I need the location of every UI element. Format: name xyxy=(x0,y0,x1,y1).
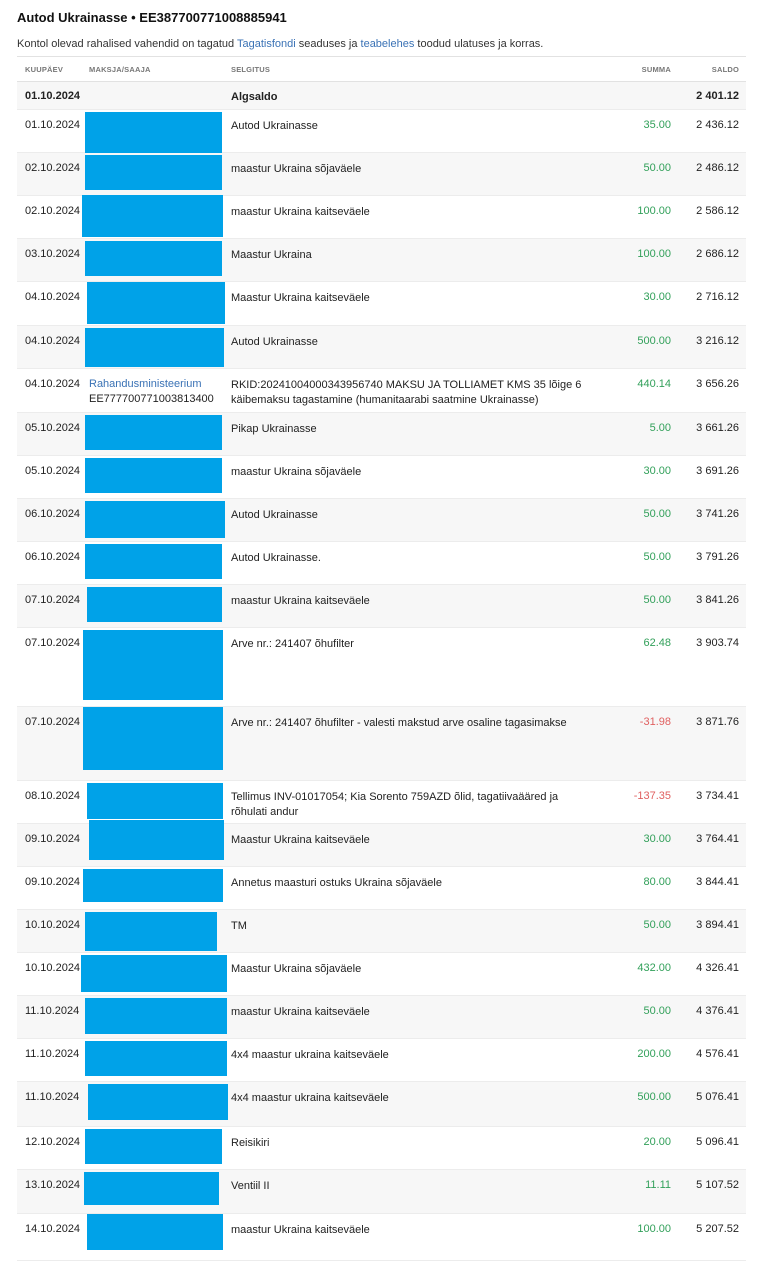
notice-text-end: toodud ulatuses ja korras. xyxy=(414,38,544,50)
transaction-date: 02.10.2024 xyxy=(25,162,81,174)
transaction-description: Ventiil II xyxy=(231,1180,270,1192)
transaction-amount: 500.00 xyxy=(637,335,671,347)
opening-date: 01.10.2024 xyxy=(25,90,81,102)
redacted-payer xyxy=(83,630,223,700)
transaction-balance: 3 661.26 xyxy=(696,422,739,434)
transaction-balance: 2 436.12 xyxy=(696,119,739,131)
table-row[interactable] xyxy=(17,867,746,910)
table-row[interactable] xyxy=(17,239,746,282)
table-row[interactable] xyxy=(17,542,746,585)
header-amount[interactable]: SUMMA xyxy=(641,65,671,74)
account-title: Autod Ukrainasse • EE387700771008885941 xyxy=(17,10,287,25)
transaction-description: Autod Ukrainasse xyxy=(231,336,318,348)
redacted-payer xyxy=(85,544,222,579)
transaction-description: Maastur Ukraina kaitseväele xyxy=(231,834,370,846)
transaction-date: 11.10.2024 xyxy=(25,1048,80,1060)
transaction-balance: 3 844.41 xyxy=(696,876,739,888)
transaction-description: Autod Ukrainasse xyxy=(231,120,318,132)
transaction-amount: 35.00 xyxy=(643,119,671,131)
transaction-description: Annetus maasturi ostuks Ukraina sõjaväele xyxy=(231,877,442,889)
table-row[interactable] xyxy=(17,824,746,867)
transaction-date: 05.10.2024 xyxy=(25,422,81,434)
transaction-amount: 100.00 xyxy=(637,205,671,217)
redacted-payer xyxy=(87,783,223,819)
transaction-balance: 3 656.26 xyxy=(696,378,739,390)
transaction-date: 12.10.2024 xyxy=(25,1136,81,1148)
table-header xyxy=(17,56,746,82)
redacted-payer xyxy=(85,501,225,538)
opening-label: Algsaldo xyxy=(231,91,278,103)
tagatisfondi-link[interactable]: Tagatisfondi xyxy=(236,38,296,50)
transaction-description: maastur Ukraina kaitseväele xyxy=(231,1224,370,1236)
transaction-balance: 3 691.26 xyxy=(696,465,739,477)
payer-account: EE777700771003813400 xyxy=(89,393,214,405)
table-row[interactable] xyxy=(17,1170,746,1214)
transaction-balance: 3 871.76 xyxy=(696,716,739,728)
transaction-description: 4x4 maastur ukraina kaitseväele xyxy=(231,1049,389,1061)
redacted-payer xyxy=(88,1084,228,1120)
redacted-payer xyxy=(81,955,227,992)
notice-text-start: Kontol olevad rahalised vahendid on tagatud xyxy=(17,38,237,50)
transaction-balance: 5 107.52 xyxy=(696,1179,739,1191)
header-payer[interactable]: MAKSJA/SAAJA xyxy=(89,65,151,74)
redacted-payer xyxy=(87,1214,223,1250)
transaction-description: Reisikiri xyxy=(231,1137,270,1149)
transaction-balance: 3 764.41 xyxy=(696,833,739,845)
redacted-payer xyxy=(84,1172,219,1205)
transaction-date: 09.10.2024 xyxy=(25,876,81,888)
transaction-amount: 432.00 xyxy=(637,962,671,974)
table-row[interactable] xyxy=(17,1082,746,1127)
transaction-amount: 50.00 xyxy=(643,162,671,174)
transaction-amount: 80.00 xyxy=(643,876,671,888)
transaction-description: Maastur Ukraina xyxy=(231,249,312,261)
transaction-date: 07.10.2024 xyxy=(25,594,81,606)
transaction-balance: 2 716.12 xyxy=(696,291,739,303)
transaction-amount: 440.14 xyxy=(637,378,671,390)
table-row[interactable] xyxy=(17,326,746,369)
transaction-amount: -137.35 xyxy=(633,790,671,802)
transaction-amount: 50.00 xyxy=(643,1005,671,1017)
opening-balance-row xyxy=(17,82,746,110)
table-row[interactable] xyxy=(17,413,746,456)
redacted-payer xyxy=(87,587,222,622)
transaction-date: 06.10.2024 xyxy=(25,551,81,563)
transaction-date: 14.10.2024 xyxy=(25,1223,81,1235)
redacted-payer xyxy=(85,1129,222,1164)
table-row[interactable] xyxy=(17,781,746,824)
transaction-description: maastur Ukraina kaitseväele xyxy=(231,1006,370,1018)
transaction-balance: 3 741.26 xyxy=(696,508,739,520)
header-date[interactable]: KUUPÄEV xyxy=(25,65,64,74)
transaction-date: 04.10.2024 xyxy=(25,335,81,347)
redacted-payer xyxy=(83,869,223,902)
redacted-payer xyxy=(82,195,223,237)
transaction-description: Arve nr.: 241407 õhufilter xyxy=(231,638,354,650)
transaction-description: RKID:20241004000343956740 MAKSU JA TOLLIAMET KMS 35 lõige 6 käibemaksu tagastamine (humanitaarabi saatmine Ukrainasse) xyxy=(231,379,582,406)
transaction-date: 09.10.2024 xyxy=(25,833,81,845)
table-row[interactable] xyxy=(17,707,746,781)
transaction-description: Maastur Ukraina kaitseväele xyxy=(231,292,370,304)
transaction-date: 05.10.2024 xyxy=(25,465,81,477)
table-row[interactable] xyxy=(17,1127,746,1170)
transaction-amount: 100.00 xyxy=(637,1223,671,1235)
redacted-payer xyxy=(85,1041,227,1076)
redacted-payer xyxy=(85,998,227,1034)
table-row[interactable] xyxy=(17,628,746,707)
redacted-payer xyxy=(87,282,225,324)
transaction-balance: 5 096.41 xyxy=(696,1136,739,1148)
transaction-date: 07.10.2024 xyxy=(25,716,81,728)
redacted-payer xyxy=(85,415,222,450)
transaction-date: 08.10.2024 xyxy=(25,790,81,802)
table-row[interactable] xyxy=(17,1039,746,1082)
table-row[interactable] xyxy=(17,585,746,628)
transaction-balance: 3 734.41 xyxy=(696,790,739,802)
redacted-payer xyxy=(85,241,222,276)
redacted-payer xyxy=(85,155,222,190)
table-row[interactable] xyxy=(17,499,746,542)
transaction-amount: 100.00 xyxy=(637,248,671,260)
transaction-date: 04.10.2024 xyxy=(25,378,81,390)
transaction-balance: 3 894.41 xyxy=(696,919,739,931)
transaction-description: maastur Ukraina kaitseväele xyxy=(231,595,370,607)
header-description[interactable]: SELGITUS xyxy=(231,65,271,74)
transaction-date: 04.10.2024 xyxy=(25,291,81,303)
transaction-amount: 200.00 xyxy=(637,1048,671,1060)
table-row[interactable] xyxy=(17,153,746,196)
transaction-balance: 3 791.26 xyxy=(696,551,739,563)
redacted-payer xyxy=(85,912,217,951)
redacted-payer xyxy=(85,328,224,367)
transaction-description: Arve nr.: 241407 õhufilter - valesti makstud arve osaline tagasimakse xyxy=(231,717,567,729)
transaction-date: 10.10.2024 xyxy=(25,919,81,931)
transaction-rows xyxy=(17,110,746,1261)
teabelehes-link[interactable]: teabelehes xyxy=(360,38,415,50)
table-row[interactable] xyxy=(17,1214,746,1261)
table-row[interactable] xyxy=(17,996,746,1039)
redacted-payer xyxy=(89,820,224,860)
redacted-payer xyxy=(85,458,222,493)
table-row[interactable] xyxy=(17,910,746,953)
transaction-description: Pikap Ukrainasse xyxy=(231,423,317,435)
transaction-date: 11.10.2024 xyxy=(25,1005,80,1017)
transaction-balance: 2 486.12 xyxy=(696,162,739,174)
redacted-payer xyxy=(85,112,222,154)
transaction-description: TM xyxy=(231,920,247,932)
transaction-date: 10.10.2024 xyxy=(25,962,81,974)
transaction-date: 01.10.2024 xyxy=(25,119,81,131)
transaction-date: 06.10.2024 xyxy=(25,508,81,520)
transaction-amount: 50.00 xyxy=(643,508,671,520)
notice-text-middle: seaduses ja xyxy=(295,38,361,50)
transaction-amount: 62.48 xyxy=(643,637,671,649)
transaction-description: Autod Ukrainasse. xyxy=(231,552,321,564)
table-row[interactable] xyxy=(17,369,746,413)
transaction-balance: 5 076.41 xyxy=(696,1091,739,1103)
transaction-description: maastur Ukraina sõjaväele xyxy=(231,163,362,175)
transaction-date: 02.10.2024 xyxy=(25,205,81,217)
transaction-amount: 30.00 xyxy=(643,465,671,477)
transaction-description: Autod Ukrainasse xyxy=(231,509,318,521)
transaction-amount: 50.00 xyxy=(643,919,671,931)
transaction-balance: 4 576.41 xyxy=(696,1048,739,1060)
guarantee-notice xyxy=(17,38,543,50)
transaction-date: 13.10.2024 xyxy=(25,1179,81,1191)
header-balance[interactable]: SALDO xyxy=(711,65,739,74)
transaction-amount: 30.00 xyxy=(643,833,671,845)
transaction-balance: 5 207.52 xyxy=(696,1223,739,1235)
transaction-description: maastur Ukraina kaitseväele xyxy=(231,206,370,218)
transaction-balance: 3 841.26 xyxy=(696,594,739,606)
opening-balance: 2 401.12 xyxy=(696,90,739,102)
transaction-amount: -31.98 xyxy=(639,716,671,728)
transaction-description: Tellimus INV-01017054; Kia Sorento 759AZD õlid, tagatiivaääred ja rõhulati andur xyxy=(231,791,559,818)
transaction-description: 4x4 maastur ukraina kaitseväele xyxy=(231,1092,389,1104)
transaction-amount: 50.00 xyxy=(643,551,671,563)
transaction-description: Maastur Ukraina sõjaväele xyxy=(231,963,362,975)
transaction-amount: 50.00 xyxy=(643,594,671,606)
transaction-balance: 2 686.12 xyxy=(696,248,739,260)
transactions-table xyxy=(17,56,746,1261)
transaction-amount: 500.00 xyxy=(637,1091,671,1103)
redacted-payer xyxy=(83,707,223,770)
transaction-balance: 2 586.12 xyxy=(696,205,739,217)
transaction-date: 07.10.2024 xyxy=(25,637,81,649)
transaction-balance: 3 903.74 xyxy=(696,637,739,649)
payer-name-link[interactable]: Rahandusministeerium xyxy=(89,378,202,390)
table-row[interactable] xyxy=(17,953,746,996)
transaction-balance: 4 376.41 xyxy=(696,1005,739,1017)
transaction-balance: 4 326.41 xyxy=(696,962,739,974)
table-row[interactable] xyxy=(17,196,746,239)
payer-info xyxy=(89,377,214,407)
table-row[interactable] xyxy=(17,456,746,499)
transaction-date: 03.10.2024 xyxy=(25,248,81,260)
table-row[interactable] xyxy=(17,282,746,326)
transaction-description: maastur Ukraina sõjaväele xyxy=(231,466,362,478)
transaction-amount: 20.00 xyxy=(643,1136,671,1148)
transaction-amount: 11.11 xyxy=(645,1179,671,1191)
table-row[interactable] xyxy=(17,110,746,153)
transaction-amount: 30.00 xyxy=(643,291,671,303)
transaction-date: 11.10.2024 xyxy=(25,1091,80,1103)
transaction-amount: 5.00 xyxy=(649,422,671,434)
transaction-balance: 3 216.12 xyxy=(696,335,739,347)
